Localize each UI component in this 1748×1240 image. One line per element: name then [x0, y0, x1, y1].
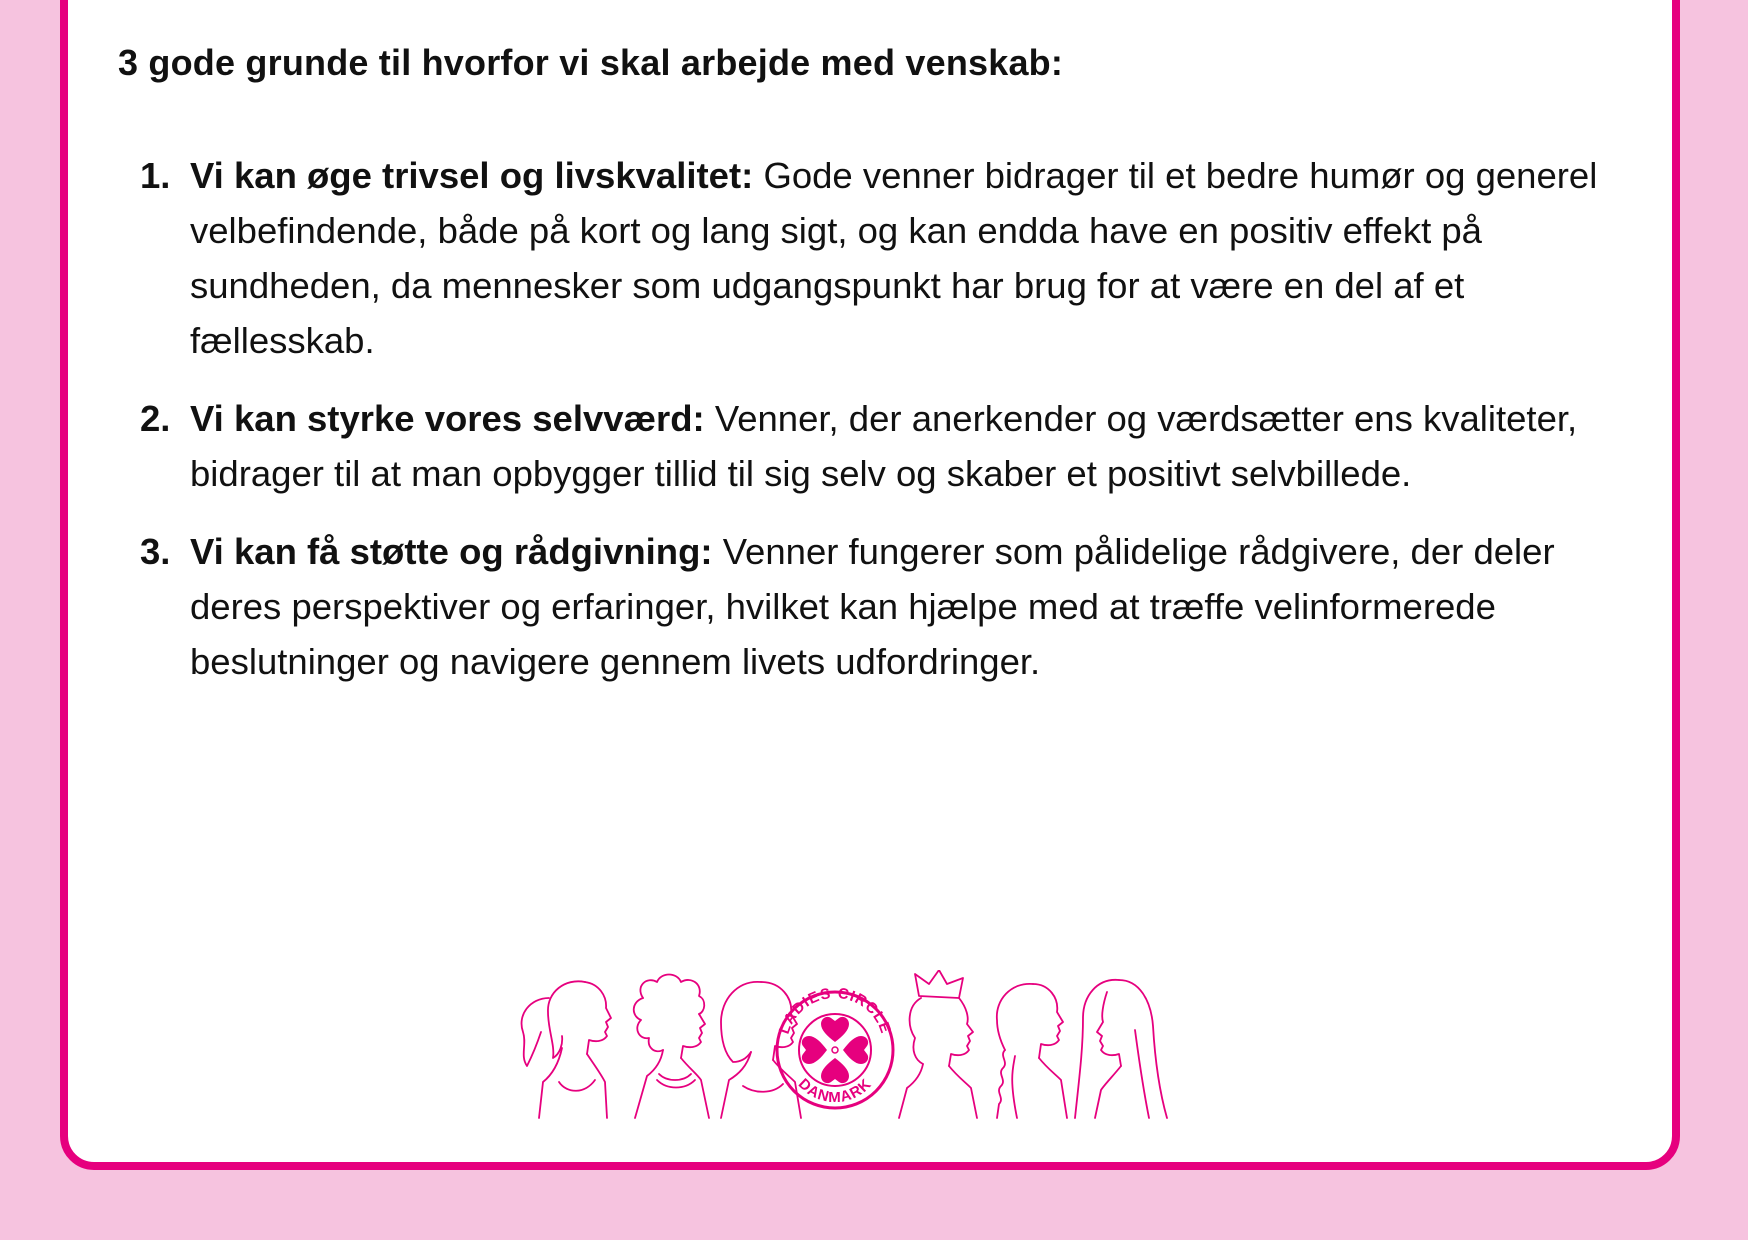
reason-item — [140, 148, 1640, 368]
reason-text: Venner fungerer som pålidelige rådgivere, der deler deres perspektiver og erfaringer, hvilket kan hjælpe med at træffe velinformerede beslutninger og navigere gennem livets udfordringer. — [190, 531, 1555, 682]
logo-text-top: LADIES CIRCLE — [775, 984, 895, 1037]
woman-braid-icon — [997, 984, 1067, 1118]
reason-text: Venner, der anerkender og værdsætter ens kvaliteter, bidrager til at man opbygger tillid til sig selv og skaber et positivt selvbillede. — [190, 398, 1578, 494]
woman-curly-icon — [634, 975, 709, 1119]
reason-item — [140, 391, 1640, 501]
logo-text-bottom: DANMARK — [794, 1075, 876, 1106]
reason-title: Vi kan få støtte og rådgivning: — [190, 531, 713, 572]
woman-long-hair-icon — [1075, 980, 1167, 1118]
reason-title: Vi kan styrke vores selvværd: — [190, 398, 705, 439]
page-heading: 3 gode grunde til hvorfor vi skal arbejde med venskab: — [118, 42, 1064, 83]
reasons-list — [140, 148, 1640, 712]
reason-text: Gode venner bidrager til et bedre humør og generel velbefindende, både på kort og lang sigt, og kan endda have en positiv effekt på sundheden, da mennesker som udgangspunkt har brug for at være en del af et fællesskab. — [190, 155, 1598, 361]
woman-bob-icon — [721, 982, 801, 1118]
reason-item — [140, 524, 1640, 689]
footer-illustration — [515, 970, 1235, 1130]
reason-number: 1. — [140, 155, 171, 196]
reason-number: 3. — [140, 531, 171, 572]
woman-crown-icon — [899, 970, 977, 1118]
reason-title: Vi kan øge trivsel og livskvalitet: — [190, 155, 754, 196]
ladies-circle-logo — [776, 985, 894, 1108]
woman-ponytail-icon — [522, 981, 611, 1118]
reason-number: 2. — [140, 398, 171, 439]
